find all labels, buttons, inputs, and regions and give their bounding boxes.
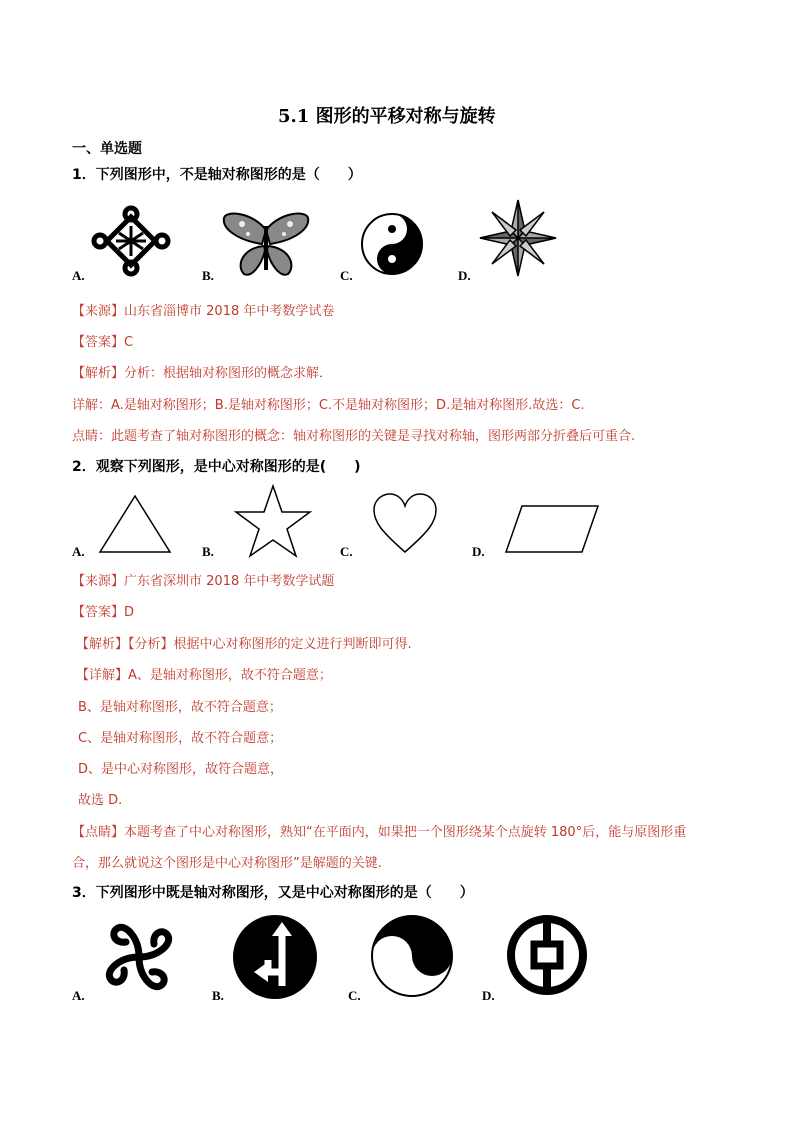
q2-option-b: B. <box>202 544 214 559</box>
q2-analysis-text: 【分析】根据中心对称图形的定义进行判断即可得. <box>128 637 412 652</box>
q2-detail <box>76 664 332 683</box>
q2-detail-text: A、是轴对称图形，故不符合题意； <box>128 668 332 683</box>
q2-comment <box>72 821 686 840</box>
q3-stem: 3．下列图形中既是轴对称图形，又是中心对称图形的是（ ） <box>72 885 474 901</box>
heart-icon <box>372 492 438 554</box>
q2-line-b: B、是轴对称图形，故不符合题意； <box>78 700 282 715</box>
q1-stem: 1．下列图形中，不是轴对称图形的是（ ） <box>72 167 362 183</box>
triangle-icon <box>98 494 172 554</box>
q2-answer <box>72 601 134 620</box>
yin-yang-icon <box>360 212 424 276</box>
star-icon <box>234 484 312 558</box>
q1-option-c: C. <box>340 268 353 283</box>
q1-detail: 详解：A.是轴对称图形；B.是轴对称图形；C.不是轴对称图形；D.是轴对称图形.故选：C. <box>72 398 585 413</box>
section-heading: 一、单选题 <box>72 141 142 157</box>
q1-option-d: D. <box>458 268 471 283</box>
q2-option-c: C. <box>340 544 353 559</box>
q1-analysis-tag: 【解析】 <box>72 366 125 381</box>
q1-comment: 点睛：此题考查了轴对称图形的概念：轴对称图形的关键是寻找对称轴，图形两部分折叠后可重合. <box>72 429 636 444</box>
q1-option-a: A. <box>72 268 85 283</box>
q1-analysis-text: 分析：根据轴对称图形的概念求解． <box>124 366 333 381</box>
q2-comment-line2: 合，那么就说这个图形是中心对称图形”是解题的关键. <box>72 856 382 871</box>
q2-line-choose: 故选 D. <box>78 793 123 808</box>
q1-source-tag: 【来源】 <box>72 304 125 319</box>
road-sign-arrows-icon <box>232 914 318 1000</box>
chinese-knot-icon <box>92 206 170 276</box>
q2-comment-text1: 本题考查了中心对称图形，熟知“在平面内，如果把一个图形绕某个点旋转 180°后，能与原图形重 <box>124 825 687 840</box>
q2-answer-tag: 【答案】 <box>72 605 125 620</box>
q2-comment-tag: 【点睛】 <box>72 825 125 840</box>
q2-analysis-tag: 【解析】 <box>76 637 129 652</box>
q2-source-text: 广东省深圳市 2018 年中考数学试题 <box>124 574 335 589</box>
q2-option-a: A. <box>72 544 85 559</box>
q3-option-a: A. <box>72 988 85 1003</box>
q1-analysis <box>72 362 332 381</box>
q1-answer <box>72 331 133 350</box>
q3-option-d: D. <box>482 988 495 1003</box>
parallelogram-icon <box>504 502 600 554</box>
q2-option-d: D. <box>472 544 485 559</box>
q2-source-tag: 【来源】 <box>72 574 125 589</box>
q2-line-c: C、是轴对称图形，故不符合题意； <box>78 731 283 746</box>
q1-option-b: B. <box>202 268 214 283</box>
bank-logo-icon <box>506 914 588 996</box>
q1-answer-tag: 【答案】 <box>72 335 125 350</box>
q1-answer-text: C <box>124 335 134 350</box>
q2-analysis <box>76 633 412 652</box>
yin-yang-icon-q3 <box>370 914 454 998</box>
q1-source-text: 山东省淄博市 2018 年中考数学试卷 <box>124 304 335 319</box>
q2-stem: 2．观察下列图形，是中心对称图形的是( ) <box>72 459 361 475</box>
q2-detail-tag: 【详解】 <box>76 668 129 683</box>
butterfly-icon <box>222 210 310 278</box>
q3-option-b: B. <box>212 988 224 1003</box>
q2-line-d: D、是中心对称图形，故符合题意， <box>78 762 284 777</box>
swirl-knot-icon <box>96 916 182 998</box>
q3-option-c: C. <box>348 988 361 1003</box>
compass-star-icon <box>478 198 558 278</box>
page-title: 5.1 图形的平移对称与旋转 <box>278 106 496 127</box>
q2-source <box>72 570 334 589</box>
q2-answer-text: D <box>124 605 135 620</box>
q1-source <box>72 300 334 319</box>
